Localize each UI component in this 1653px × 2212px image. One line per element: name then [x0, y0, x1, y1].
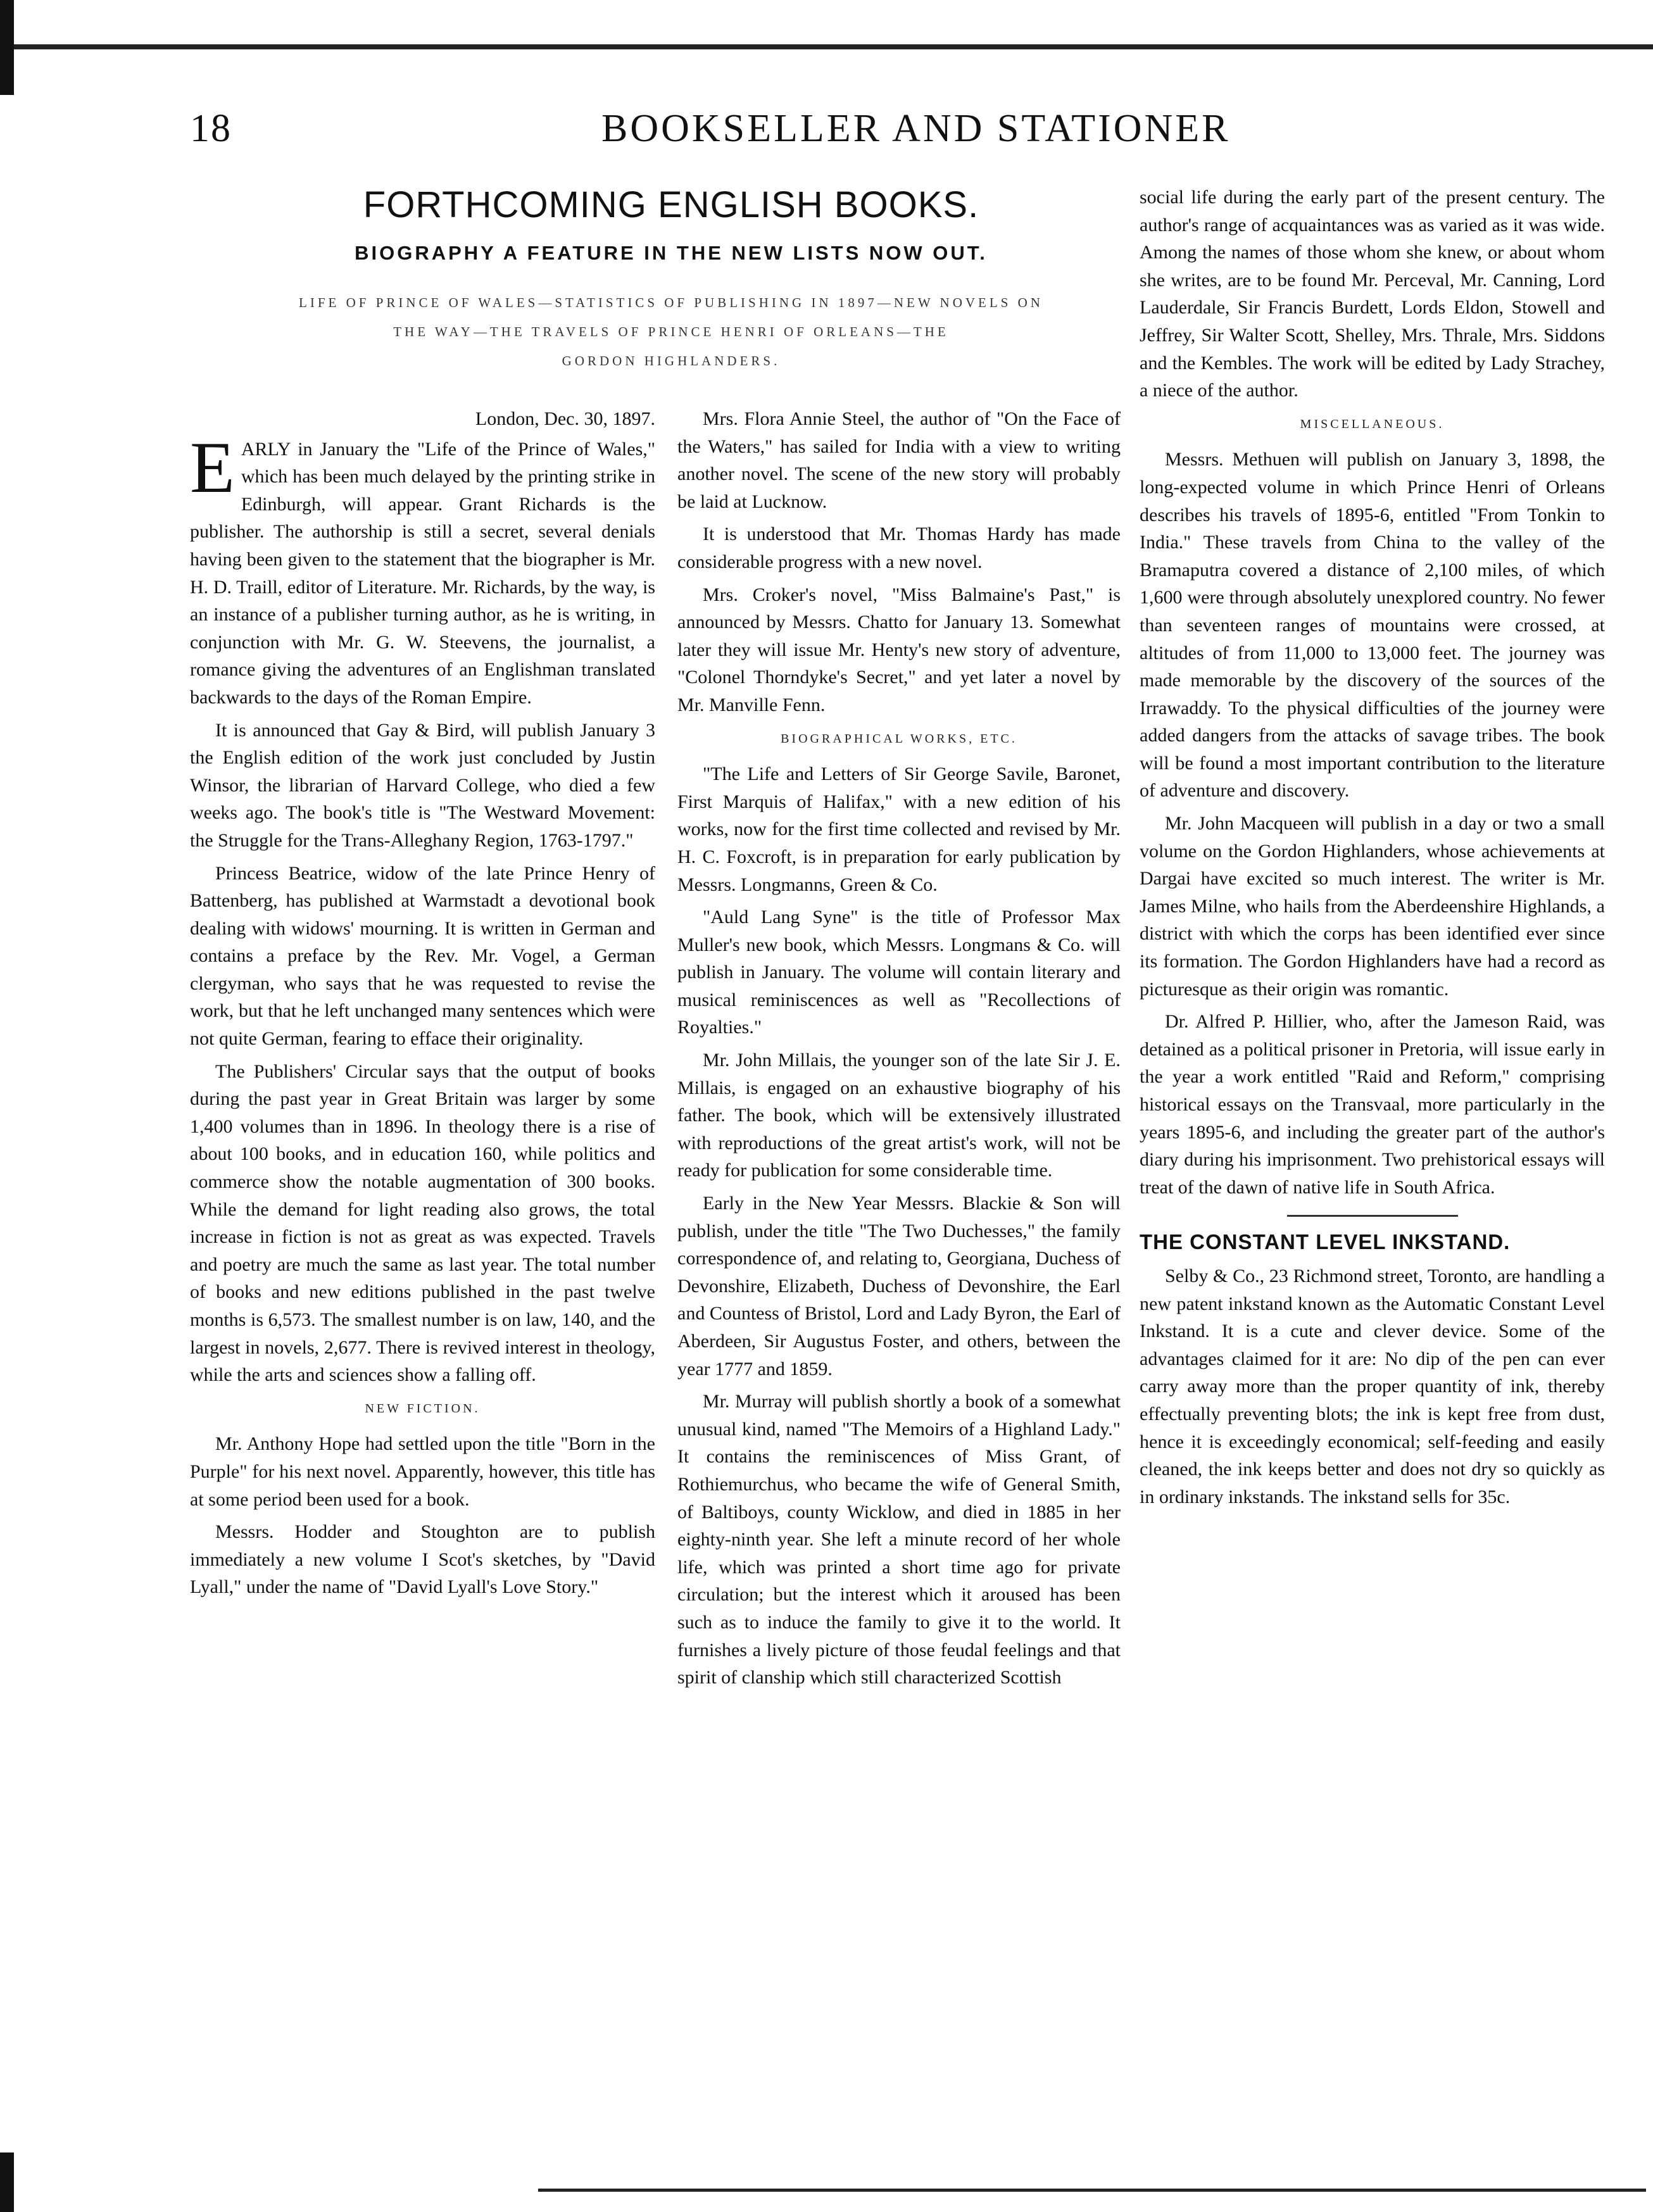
paragraph: It is understood that Mr. Thomas Hardy has made considerable progress with a new novel. — [677, 524, 1121, 572]
paragraph: It is announced that Gay & Bird, will publish January 3 the English edition of the work just concluded by Justin Winsor, the librarian of Harvard College, who died a few weeks ago. The book's title is "The Westward Movement: the Struggle for the Trans-Alleghany Region, 1763-1797." — [190, 719, 655, 851]
summary-line: LIFE OF PRINCE OF WALES—STATISTICS OF PUBLISHING IN 1897—NEW NOVELS ON — [299, 295, 1043, 310]
paragraph: Early in the New Year Messrs. Blackie & Son will publish, under the title "The Two Duchesses," the family correspondence of, and relating to, Georgiana, Duchess of Devonshire, Elizabeth, Duchess of Devonshire, the Earl and Countess of Bristol, Lord and Lady Byron, the Earl of Aberdeen, Sir Augustus Foster, and others, between the year 1777 and 1859. — [677, 1193, 1121, 1379]
paragraph: "Auld Lang Syne" is the title of Professor Max Muller's new book, which Messrs. Longmans & Co. will publish in January. The volume will contain literary and musical reminiscences as well as "Recollections of Royalties." — [677, 907, 1121, 1038]
scan-bottom-rule — [538, 2189, 1646, 2192]
paragraph: "The Life and Letters of Sir George Savile, Baronet, First Marquis of Halifax," with a new edition of his works, now for the first time collected and revised by Mr. H. C. Foxcroft, is in preparation for early publication by Messrs. Longmanns, Green & Co. — [677, 764, 1121, 895]
inkstand-heading: THE CONSTANT LEVEL INKSTAND. — [1140, 1230, 1511, 1254]
scan-top-border — [14, 44, 1653, 49]
section-heading-miscellaneous: MISCELLANEOUS. — [1300, 417, 1445, 431]
summary-line: THE WAY—THE TRAVELS OF PRINCE HENRI OF ORLEANS—THE — [393, 324, 949, 339]
scan-binding-edge-bottom — [0, 2152, 14, 2212]
column-left — [190, 405, 655, 1606]
paragraph: Dr. Alfred P. Hillier, who, after the Jameson Raid, was detained as a political prisoner in Pretoria, will issue early in the year a work entitled "Raid and Reform," comprising historical essays on the Transvaal, more particularly in the years 1895-6, and including the greater part of the author's diary during his imprisonment. Two prehistorical essays will treat of the dawn of native life in South Africa. — [1140, 1011, 1605, 1198]
summary-line: GORDON HIGHLANDERS. — [562, 353, 781, 368]
running-title: BOOKSELLER AND STATIONER — [601, 107, 1231, 150]
page-number: 18 — [190, 107, 232, 150]
page-header — [190, 106, 1633, 163]
paragraph: The Publishers' Circular says that the output of books during the past year in Great Britain was larger by some 1,400 volumes than in 1896. In theology there is a rise of about 100 books, and in education 160, while politics and commerce show the notable augmentation of 300 books. While the demand for light reading also grows, the total increase in fiction is not as great as was expected. Travels and poetry are much the same as last year. The total number of books and new editions published in the past twelve months is 6,573. The smallest number is on law, 140, and the largest in novels, 2,677. There is revived interest in theology, while the arts and sciences show a falling off. — [190, 1060, 655, 1386]
drop-cap: E — [190, 427, 235, 508]
article-subtitle: BIOGRAPHY A FEATURE IN THE NEW LISTS NOW OUT. — [355, 242, 988, 264]
paragraph: Selby & Co., 23 Richmond street, Toronto, are handling a new patent inkstand known as the Automatic Constant Level Inkstand. It is a cute and clever device. Some of the advantages claimed for it are: No dip of the pen can ever carry away more than the proper quantity of ink, thereby effectually preventing blots; the ink is kept free from dust, hence it is exceedingly economical; self-feeding and easily cleaned, the ink keeps better and does not dry so quickly as in ordinary inkstands. The inkstand sells for 35c. — [1140, 1265, 1605, 1507]
paragraph: Mrs. Croker's novel, "Miss Balmaine's Past," is announced by Messrs. Chatto for January 13. Somewhat later they will issue Mr. Henty's new story of adventure, "Colonel Thorndyke's Secret," and yet later a novel by Mr. Manville Fenn. — [677, 584, 1121, 715]
column-middle — [655, 405, 1121, 1697]
paragraph: social life during the early part of the present century. The author's range of acquaintances was as varied as it was wide. Among the names of those whom she knew, or about whom she writes, are to be found Mr. Perceval, Mr. Canning, Lord Lauderdale, Sir Francis Burdett, Lords Eldon, Stowell and Jeffrey, Sir Walter Scott, Shelley, Mrs. Thrale, Mrs. Siddons and the Kembles. The work will be edited by Lady Strachey, a niece of the author. — [1140, 187, 1605, 401]
paragraph: Mr. John Macqueen will publish in a day or two a small volume on the Gordon Highlanders, whose achievements at Dargai have excited so much interest. The writer is Mr. James Milne, who hails from the Aberdeenshire Highlands, a district with which the corps has been identified ever since its formation. The Gordon Highlanders have had a record as picturesque as their origin was romantic. — [1140, 813, 1605, 1000]
paragraph: Mrs. Flora Annie Steel, the author of "On the Face of the Waters," has sailed for India with a view to writing another novel. The scene of the new story will probably be laid at Lucknow. — [677, 408, 1121, 512]
section-heading-new-fiction: NEW FICTION. — [365, 1401, 481, 1416]
paragraph: EARLY in January the "Life of the Prince of Wales," which has been much delayed by the printing strike in Edinburgh, will appear. Grant Richards is the publisher. The authorship is still a secret, several denials having been given to the statement that the biographer is Mr. H. D. Traill, editor of Literature. Mr. Richards, by the way, is an instance of a publisher turning author, as he is writing, in conjunction with Mr. G. W. Steevens, the journalist, a romance giving the adventures of an Englishman translated backwards to the days of the Roman Empire. — [190, 427, 655, 708]
article-summary — [209, 288, 1133, 375]
column-right — [1140, 184, 1605, 1516]
scan-binding-edge-top — [0, 0, 14, 95]
paragraph: Messrs. Methuen will publish on January 3, 1898, the long-expected volume in which Prince Henri of Orleans describes his travels of 1895-6, entitled "From Tonkin to India." These travels from China to the valley of the Bramaputra covered a distance of 2,100 miles, of which 1,600 were through absolutely unexplored country. No fewer than seventeen ranges of mountains were crossed, at altitudes of from 11,000 to 13,000 feet. The journey was made memorable by the discovery of the sources of the Irrawaddy. To the physical difficulties of the journey were added dangers from the attacks of savage tribes. The book will be found a most important contribution to the literature of adventure and discovery. — [1140, 449, 1605, 801]
paragraph: Mr. John Millais, the younger son of the late Sir J. E. Millais, is engaged on an exhaustive biography of his father. The book, which will be extensively illustrated with reproductions of the great artist's work, will not be ready for publication for some considerable time. — [677, 1050, 1121, 1181]
paragraph: Messrs. Hodder and Stoughton are to publish immediately a new volume I Scot's sketches, by "David Lyall," under the name of "David Lyall's Love Story." — [190, 1521, 655, 1598]
article-title: FORTHCOMING ENGLISH BOOKS. — [363, 184, 979, 225]
paragraph: Mr. Murray will publish shortly a book of a somewhat unusual kind, named "The Memoirs of a Highland Lady." It contains the reminiscences of Miss Grant, of Rothiemurchus, who became the wife of General Smith, of Baltiboys, county Wicklow, and died in 1885 in her eighty-ninth year. She left a minute record of her whole life, which was printed a short time ago for private circulation; but the interest which it aroused has been such as to induce the family to give it to the world. It furnishes a lively picture of those feudal feelings and that spirit of clanship which still characterized Scottish — [677, 1391, 1121, 1688]
dateline: London, Dec. 30, 1897. — [475, 408, 655, 429]
section-divider — [1287, 1215, 1458, 1217]
paragraph: Mr. Anthony Hope had settled upon the title "Born in the Purple" for his next novel. Apparently, however, this title has at some period been used for a book. — [190, 1433, 655, 1510]
section-heading-biographical: BIOGRAPHICAL WORKS, ETC. — [781, 731, 1017, 746]
paragraph: Princess Beatrice, widow of the late Prince Henry of Battenberg, has published at Warmstadt a devotional book dealing with widows' mourning. It is written in German and contains a preface by the Rev. Mr. Vogel, a German clergyman, who says that he was requested to revise the work, but that he left unchanged many sentences which were not quite German, fearing to efface their originality. — [190, 862, 655, 1050]
